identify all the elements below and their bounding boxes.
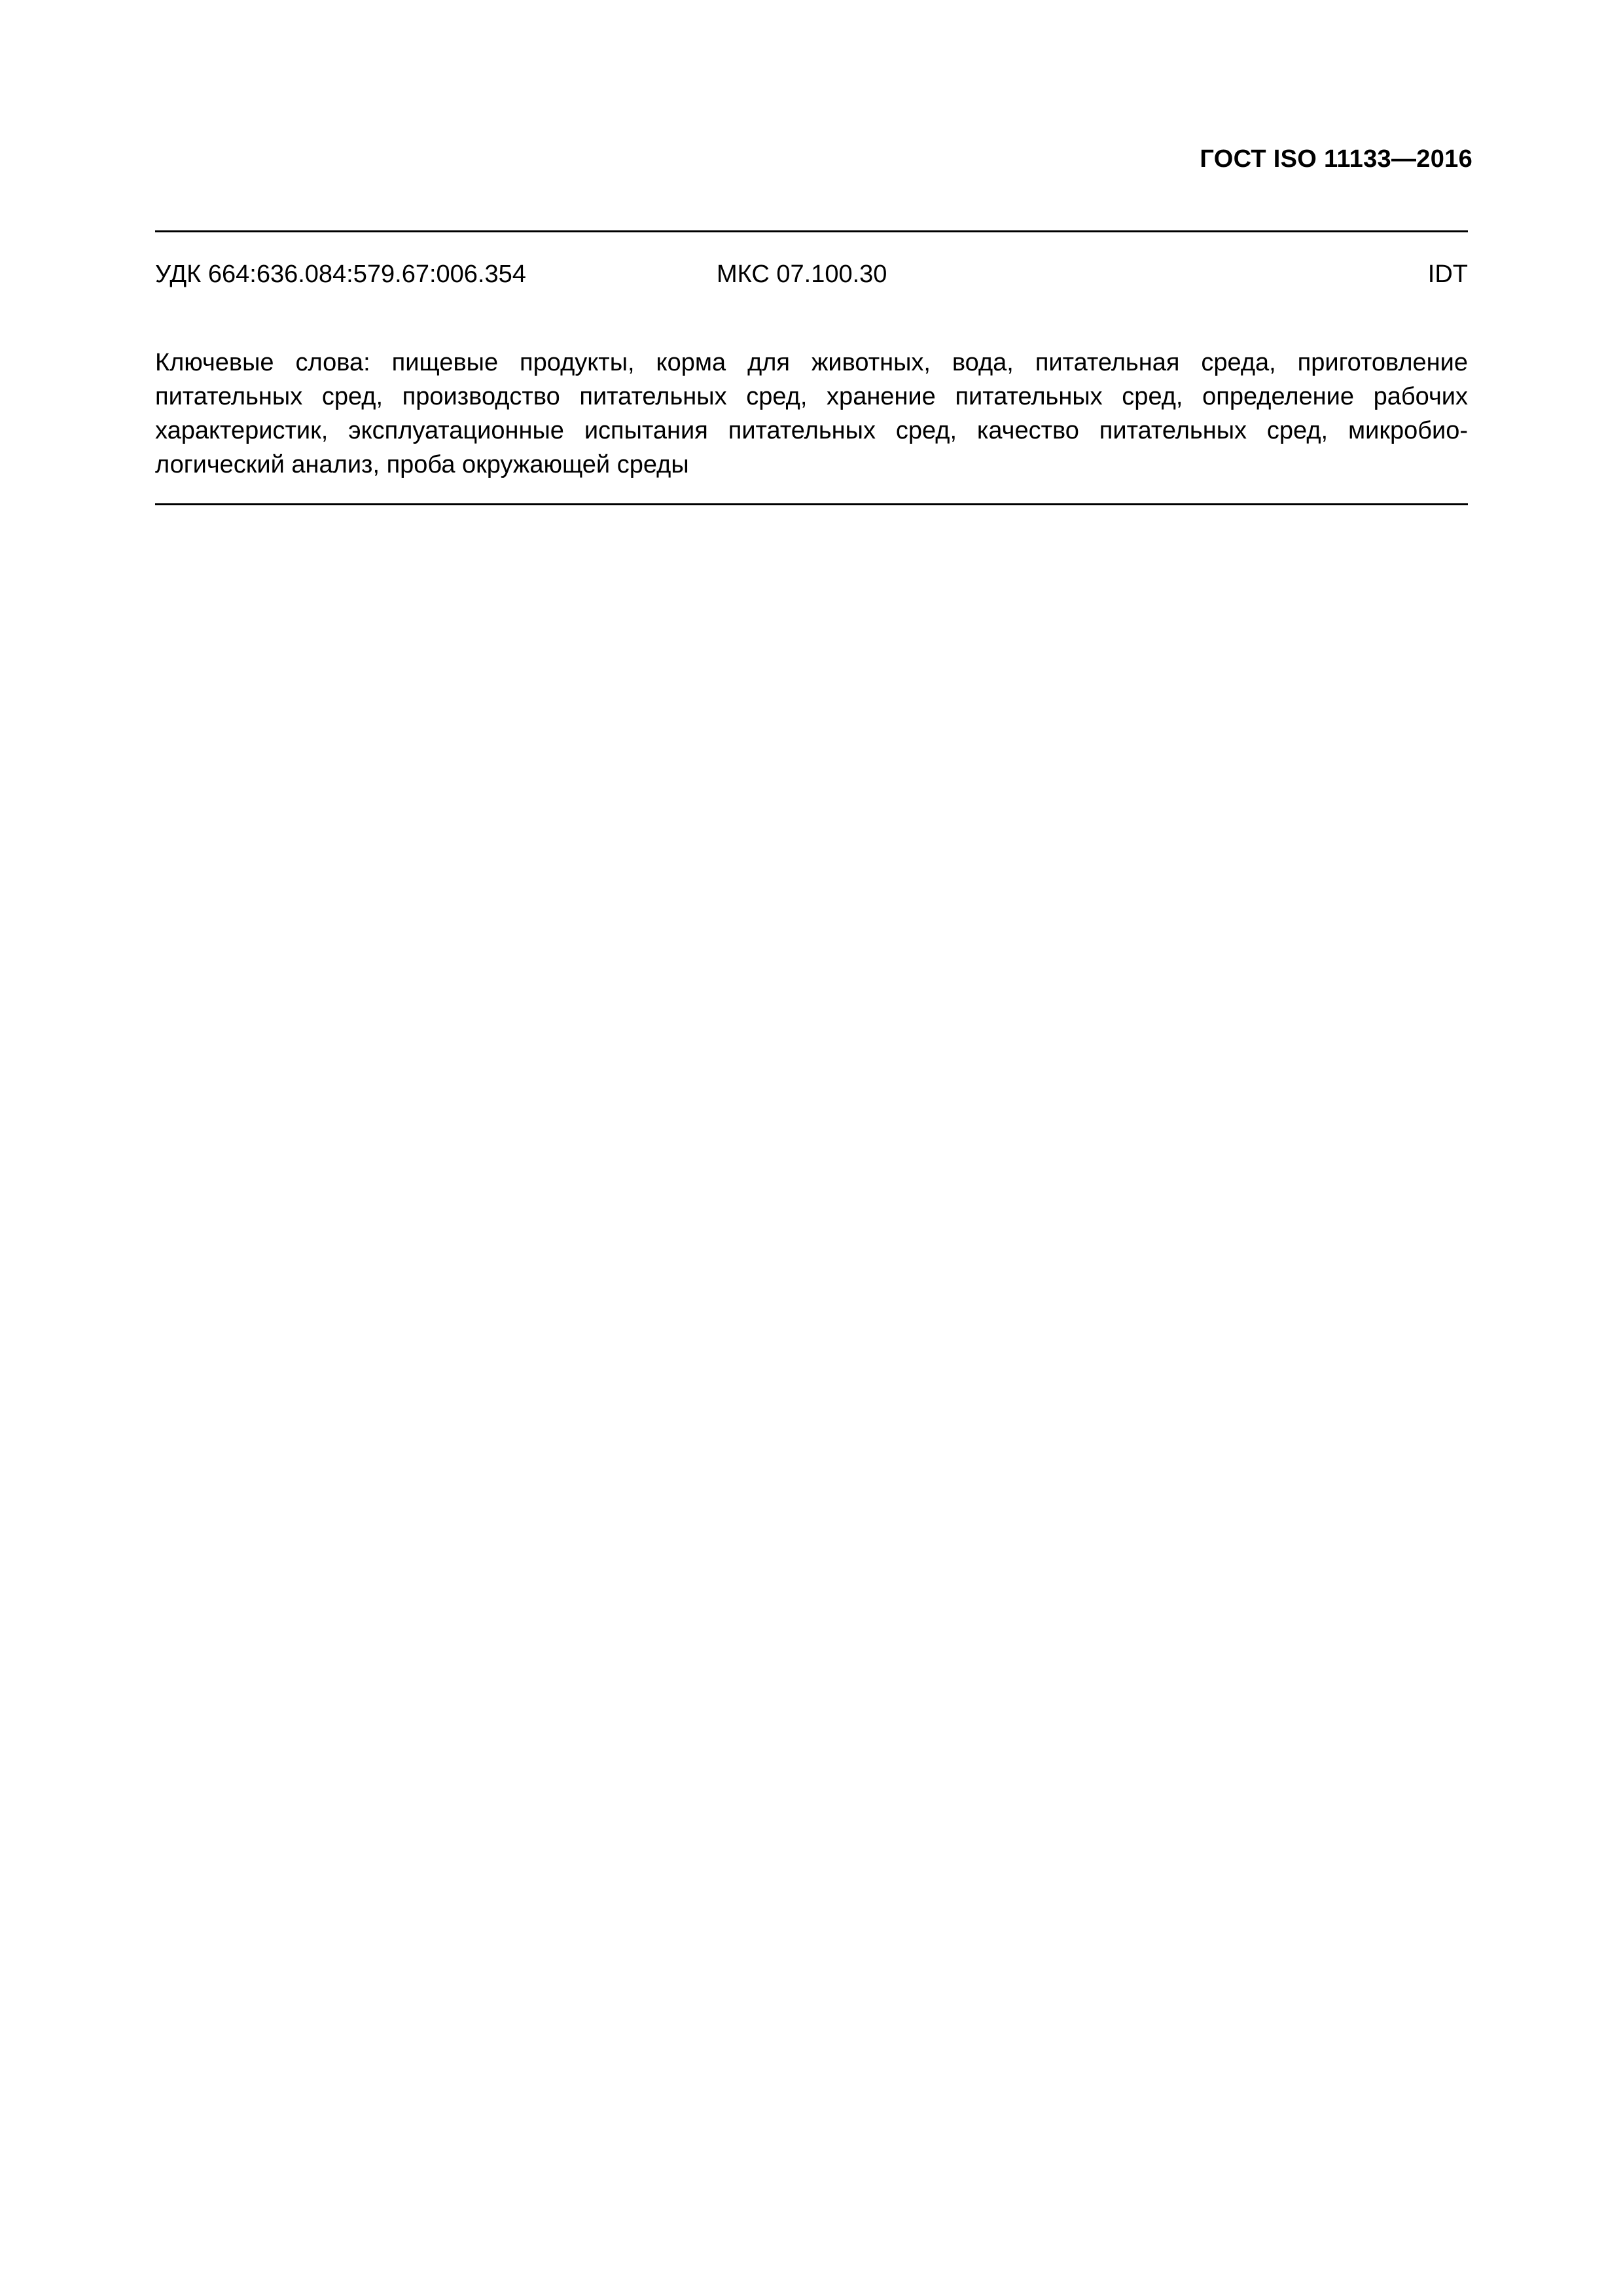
keywords-line: характеристик, эксплуатационные испытания питательных сред, качество питательных сред, микробио- [155, 417, 1468, 444]
udk-code: УДК 664:636.084:579.67:006.354 [155, 260, 526, 288]
keywords-line: питательных сред, производство питательных сред, хранение питательных сред, определение рабочих [155, 383, 1468, 410]
keywords-paragraph [155, 346, 1468, 482]
bottom-divider [155, 503, 1468, 505]
keywords-line: логический анализ, проба окружающей среды [155, 451, 689, 478]
mks-code: МКС 07.100.30 [717, 260, 887, 288]
standard-code: ГОСТ ISO 11133—2016 [1200, 145, 1472, 173]
classification-row [155, 260, 1468, 293]
top-divider [155, 230, 1468, 232]
keywords-line: Ключевые слова: пищевые продукты, корма для животных, вода, питательная среда, приготовление [155, 349, 1468, 376]
degree-of-correspondence: IDT [1427, 260, 1468, 288]
